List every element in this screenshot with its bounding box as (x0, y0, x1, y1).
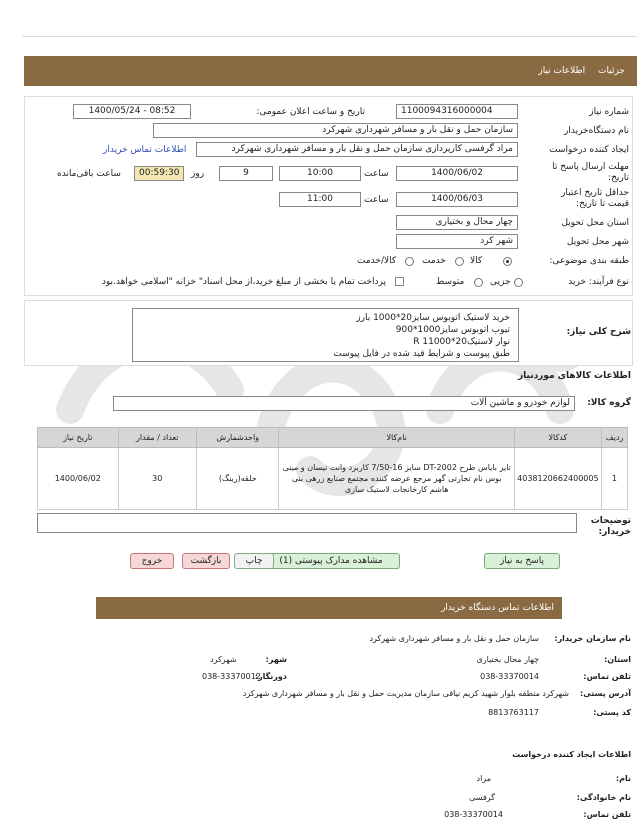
buyer-contact-link[interactable]: اطلاعات تماس خریدار (103, 145, 187, 155)
goods-group-field: لوازم خودرو و ماشین آلات (113, 396, 575, 411)
payment-checkbox[interactable] (395, 277, 404, 286)
contact-phone-value: 038-33370014 (480, 672, 539, 681)
description-line: خرید لاستیک اتوبوس سایز20*1000 بارز (356, 313, 510, 323)
reply-button[interactable]: پاسخ به نیاز (484, 553, 560, 569)
page-header-bar (24, 56, 637, 86)
deadline-date-field: 1400/06/02 (396, 166, 518, 181)
contact-address-value: شهرکرد منطقه بلوار شهید کریم نیاقی سازمان مدیریت حمل و نقل بار و مسافر شهرداری شهرکرد (242, 689, 569, 698)
purchase-medium-radio[interactable] (474, 278, 483, 287)
validity-hour-label: ساعت (364, 195, 389, 205)
category-service-label: خدمت (422, 256, 446, 266)
remaining-label: ساعت باقی‌مانده (57, 169, 121, 179)
col-code: کدکالا (514, 428, 601, 448)
description-box (132, 308, 519, 362)
goods-group-label: گروه کالا: (587, 398, 631, 408)
col-index: ردیف (601, 428, 627, 448)
exit-button[interactable]: خروج (130, 553, 174, 569)
need-number-label: شماره نیاز (589, 107, 629, 117)
contact-fax-label: دورنگار: (254, 672, 287, 681)
deadline-hour-label: ساعت (364, 169, 389, 179)
contact-province-value: چهار محال بختیاری (476, 655, 539, 664)
need-number-field: 1100094316000004 (396, 104, 518, 119)
announce-label: تاریخ و ساعت اعلان عمومی: (256, 107, 365, 117)
creator-phone-label: تلفن تماس: (583, 810, 631, 819)
contact-postal-label: کد پستی: (593, 708, 631, 717)
buyer-org-field: سازمان حمل و نقل بار و مسافر شهرداری شهرکرد (153, 123, 518, 138)
row-index: 1 (601, 448, 627, 510)
table-row (38, 448, 628, 510)
days-field: 9 (219, 166, 273, 181)
row-date: 1400/06/02 (38, 448, 119, 510)
description-line: تیوب اتوبوس سایز1000*900 (395, 325, 510, 335)
province-field: چهار محال و بختیاری (396, 215, 518, 230)
contact-province-label: استان: (604, 655, 631, 664)
col-unit: واحدشمارش (197, 428, 279, 448)
buyer-notes-box (37, 513, 577, 533)
buyer-org-label: نام دستگاه‌خریدار (564, 126, 629, 136)
creator-family-label: نام خانوادگی: (576, 793, 631, 802)
description-label: شرح کلی نیاز: (566, 327, 631, 337)
back-button[interactable]: بازگشت (182, 553, 230, 569)
contact-fax-value: 038-33370012 (202, 672, 261, 681)
contact-city-value: شهرکرد (210, 655, 237, 664)
city-label: شهر محل تحویل (566, 237, 629, 247)
purchase-minor-radio[interactable] (514, 278, 523, 287)
validity-label: حداقل تاریخ اعتبار قیمت تا تاریخ: (561, 188, 629, 209)
row-unit: حلقه(رینگ) (197, 448, 279, 510)
creator-family-value: گرفسی (469, 793, 495, 802)
deadline-time-field: 10:00 (279, 166, 361, 181)
contact-address-label: آدرس پستی: (580, 689, 631, 698)
description-line: نوار لاستیک20*11000 R (413, 337, 510, 347)
goods-table-header (38, 428, 628, 448)
contact-phone-label: تلفن تماس: (583, 672, 631, 681)
col-qty: تعداد / مقدار (118, 428, 196, 448)
deadline-label: مهلت ارسال پاسخ تا تاریخ: (552, 162, 629, 183)
header-tabs (528, 56, 625, 86)
validity-date-field: 1400/06/03 (396, 192, 518, 207)
days-label: روز (191, 169, 205, 179)
print-button[interactable]: چاپ (234, 553, 274, 569)
category-service-radio[interactable] (455, 257, 464, 266)
tab-need-info[interactable]: اطلاعات نیاز (538, 66, 586, 76)
goods-section-title: اطلاعات کالاهای موردنیاز (517, 371, 631, 381)
tab-details[interactable]: جزئیات (598, 66, 625, 76)
col-name: نام‌کالا (279, 428, 514, 448)
remaining-time-field: 00:59:30 (134, 166, 184, 181)
row-name: تایر بایاس طرح DT-2002 سایز 16-7/50 کاربرد وانت نیسان و مینی بوس نام تجارتی گهر مرجع عرضه کننده مجتمع صنایع زرهی بنی هاشم کارخانجات لاستیک سازی (279, 448, 514, 510)
payment-note: پرداخت تمام یا بخشی از مبلغ خرید،از محل اسناد" خزانه "اسلامی خواهد.بود (101, 277, 386, 287)
row-qty: 30 (118, 448, 196, 510)
purchase-medium-label: متوسط (436, 277, 465, 287)
description-line: طبق پیوست و شرایط قید شده در فایل پیوست (333, 349, 510, 359)
category-both-label: کالا/خدمت (357, 256, 397, 266)
province-label: استان محل تحویل (561, 218, 629, 228)
category-both-radio[interactable] (405, 257, 414, 266)
goods-table (37, 427, 628, 510)
creator-phone-value: 038-33370014 (444, 810, 503, 819)
top-divider (22, 36, 637, 37)
contact-city-label: شهر: (265, 655, 287, 664)
purchase-label: نوع فرآیند: خرید (568, 277, 629, 287)
creator-label: ایجاد کننده درخواست (549, 145, 629, 155)
col-date: تاریخ نیاز (38, 428, 119, 448)
announce-date-field: 1400/05/24 - 08:52 (73, 104, 191, 119)
category-goods-label: کالا (470, 256, 483, 266)
contact-postal-value: 8813763117 (488, 708, 539, 717)
creator-name-label: نام: (615, 774, 631, 783)
creator-info-title: اطلاعات ایجاد کننده درخواست (512, 750, 631, 759)
creator-field: مراد گرفسی کارپردازی سازمان حمل و نقل بار و مسافر شهرداری شهرکرد (196, 142, 518, 157)
row-code: 4038120662400005 (514, 448, 601, 510)
contact-org-value: سازمان حمل و نقل بار و مسافر شهرداری شهرکرد (369, 634, 539, 643)
contact-org-label: نام سازمان خریدار: (554, 634, 631, 643)
category-goods-radio[interactable] (503, 257, 512, 266)
attachments-button[interactable]: مشاهده مدارک پیوستی (1) (262, 553, 400, 569)
city-field: شهر کرد (396, 234, 518, 249)
creator-name-value: مراد (476, 774, 491, 783)
validity-time-field: 11:00 (279, 192, 361, 207)
buyer-notes-label: توضیحات خریدار: (590, 516, 631, 537)
category-label: طبقه بندی موضوعی: (549, 256, 629, 266)
contact-header: اطلاعات تماس دستگاه خریدار (96, 597, 562, 619)
purchase-minor-label: جزیی (490, 277, 511, 287)
